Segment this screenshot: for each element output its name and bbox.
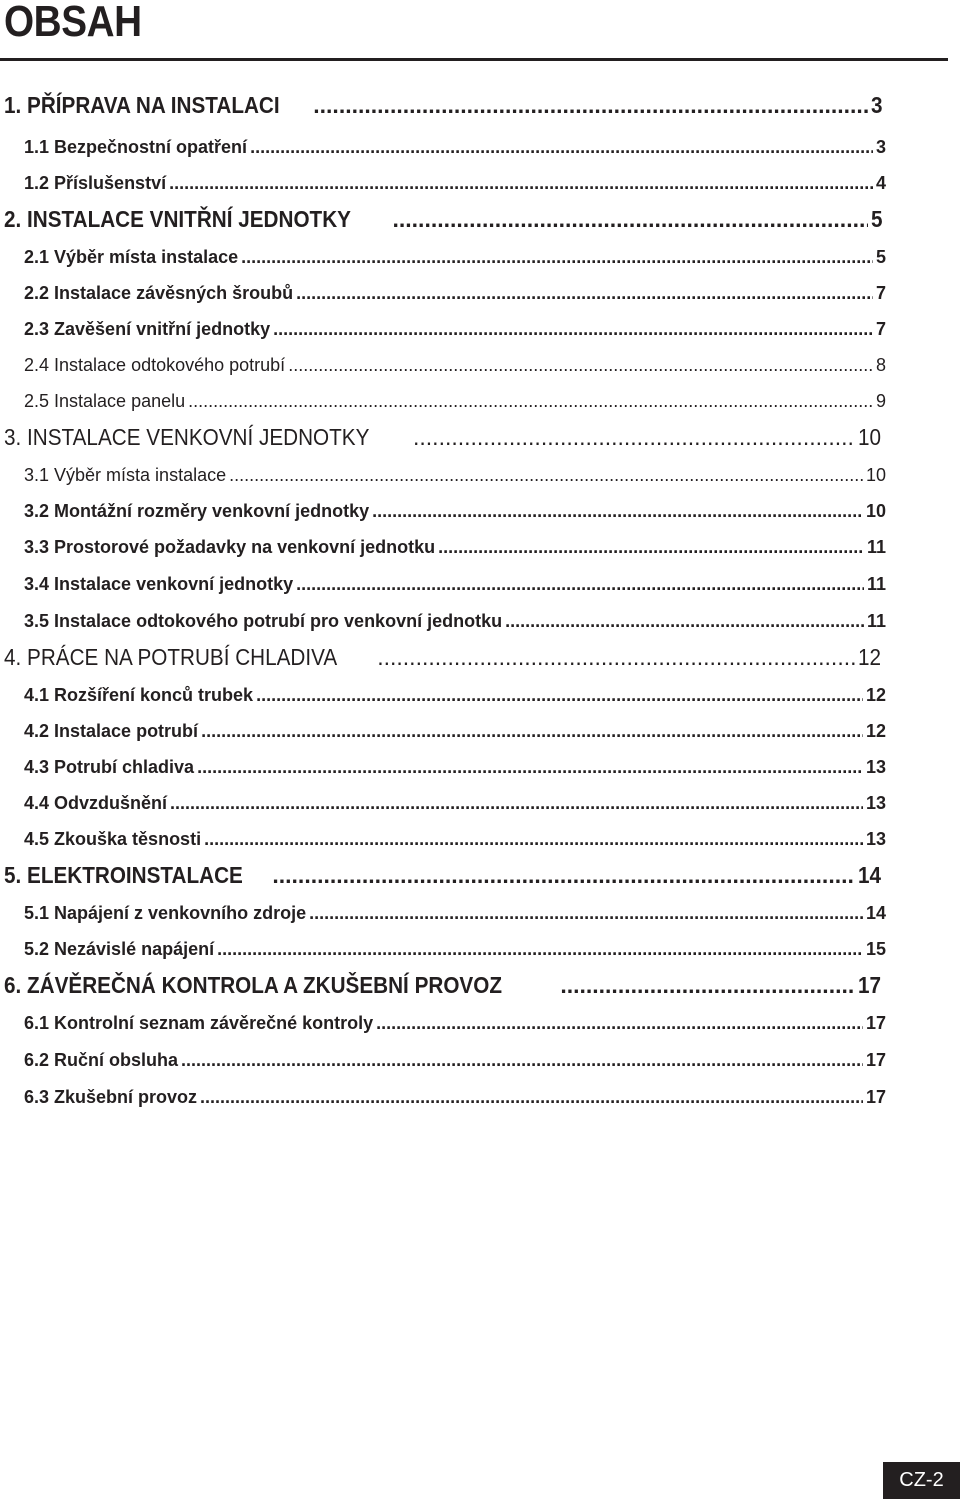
toc-entry-label: 3.1 Výběr místa instalace xyxy=(24,465,227,485)
dot-leader xyxy=(217,936,863,962)
toc-entry-page-number: 12 xyxy=(865,721,886,741)
dot-leader xyxy=(393,204,869,234)
toc-entry-label: 6.2 Ruční obsluha xyxy=(24,1050,179,1070)
toc-entry-page-number: 11 xyxy=(866,611,886,631)
toc-entry-label: 2. INSTALACE VNITŘNÍ JEDNOTKY xyxy=(4,206,351,232)
toc-section-entry xyxy=(4,90,884,120)
toc-entry-label: 3.4 Instalace venkovní jednotky xyxy=(24,574,294,594)
dot-leader xyxy=(376,1010,863,1036)
dot-leader xyxy=(413,422,855,452)
dot-leader xyxy=(313,90,868,120)
toc-subsection-entry xyxy=(24,790,886,816)
dot-leader xyxy=(204,826,863,852)
toc-subsection-entry xyxy=(24,388,886,414)
dot-leader xyxy=(560,970,855,1000)
dot-leader xyxy=(169,170,873,196)
toc-section-entry xyxy=(4,422,884,452)
toc-entry-label: 4.5 Zkouška těsnosti xyxy=(24,829,202,849)
toc-entry-page-number: 13 xyxy=(865,829,886,849)
toc-entry-page-number: 5 xyxy=(875,247,886,267)
toc-entry-page-number: 8 xyxy=(875,355,886,375)
toc-section-entry xyxy=(4,970,884,1000)
toc-section-entry xyxy=(4,642,884,672)
toc-entry-page-number: 11 xyxy=(866,537,886,557)
toc-entry-page-number: 4 xyxy=(875,173,886,193)
toc-entry-label: 3.5 Instalace odtokového potrubí pro venkovní jednotku xyxy=(24,611,503,631)
toc-entry-label: 2.1 Výběr místa instalace xyxy=(24,247,239,267)
toc-subsection-entry xyxy=(24,754,886,780)
dot-leader xyxy=(241,244,873,270)
toc-entry-page-number: 3 xyxy=(875,137,886,157)
toc-entry-label: 4.1 Rozšíření konců trubek xyxy=(24,685,254,705)
dot-leader xyxy=(200,1084,863,1110)
toc-entry-page-number: 17 xyxy=(865,1087,886,1107)
toc-entry-page-number: 3 xyxy=(871,92,883,118)
toc-entry-label: 6.1 Kontrolní seznam závěrečné kontroly xyxy=(24,1013,374,1033)
toc-entry-label: 3.2 Montážní rozměry venkovní jednotky xyxy=(24,501,370,521)
toc-subsection-entry xyxy=(24,608,886,634)
toc-entry-page-number: 17 xyxy=(865,1013,886,1033)
toc-subsection-entry xyxy=(24,280,886,306)
dot-leader xyxy=(296,280,873,306)
toc-entry-page-number: 12 xyxy=(858,644,882,670)
toc-subsection-entry xyxy=(24,682,886,708)
toc-entry-label: 5.2 Nezávislé napájení xyxy=(24,939,215,959)
toc-subsection-entry xyxy=(24,1047,886,1073)
dot-leader xyxy=(170,790,863,816)
toc-entry-page-number: 11 xyxy=(866,574,886,594)
toc-subsection-entry xyxy=(24,571,886,597)
toc-entry-label: 2.5 Instalace panelu xyxy=(24,391,186,411)
page-number-badge: CZ-2 xyxy=(883,1462,960,1499)
toc-section-entry xyxy=(4,204,884,234)
toc-subsection-entry xyxy=(24,352,886,378)
toc-subsection-entry xyxy=(24,170,886,196)
toc-entry-page-number: 7 xyxy=(875,319,886,339)
toc-entry-page-number: 5 xyxy=(871,206,883,232)
toc-entry-page-number: 9 xyxy=(875,391,886,411)
dot-leader xyxy=(273,316,873,342)
toc-subsection-entry xyxy=(24,462,886,488)
dot-leader xyxy=(288,352,873,378)
toc-subsection-entry xyxy=(24,316,886,342)
dot-leader xyxy=(256,682,863,708)
toc-entry-label: 4. PRÁCE NA POTRUBÍ CHLADIVA xyxy=(4,644,338,670)
toc-entry-page-number: 14 xyxy=(865,903,886,923)
dot-leader xyxy=(229,462,863,488)
dot-leader xyxy=(377,642,855,672)
toc-entry-page-number: 10 xyxy=(865,465,886,485)
dot-leader xyxy=(188,388,873,414)
toc-entry-page-number: 17 xyxy=(865,1050,886,1070)
toc-entry-label: 5. ELEKTROINSTALACE xyxy=(4,862,243,888)
toc-subsection-entry xyxy=(24,244,886,270)
dot-leader xyxy=(296,571,864,597)
dot-leader xyxy=(438,534,864,560)
toc-entry-label: 6.3 Zkušební provoz xyxy=(24,1087,198,1107)
toc-entry-page-number: 15 xyxy=(865,939,886,959)
toc-subsection-entry xyxy=(24,826,886,852)
dot-leader xyxy=(272,860,855,890)
toc-entry-page-number: 12 xyxy=(865,685,886,705)
toc-entry-page-number: 14 xyxy=(858,862,882,888)
toc-subsection-entry xyxy=(24,936,886,962)
toc-subsection-entry xyxy=(24,900,886,926)
title-rule xyxy=(0,58,948,61)
dot-leader xyxy=(197,754,863,780)
dot-leader xyxy=(505,608,864,634)
toc-entry-label: 4.4 Odvzdušnění xyxy=(24,793,168,813)
toc-subsection-entry xyxy=(24,498,886,524)
toc-section-entry xyxy=(4,860,884,890)
toc-entry-label: 4.2 Instalace potrubí xyxy=(24,721,199,741)
toc-entry-page-number: 13 xyxy=(865,793,886,813)
dot-leader xyxy=(372,498,863,524)
dot-leader xyxy=(309,900,863,926)
toc-entry-label: 2.3 Zavěšení vnitřní jednotky xyxy=(24,319,271,339)
toc-entry-label: 6. ZÁVĚREČNÁ KONTROLA A ZKUŠEBNÍ PROVOZ xyxy=(4,972,502,998)
toc-entry-label: 5.1 Napájení z venkovního zdroje xyxy=(24,903,307,923)
toc-entry-page-number: 10 xyxy=(865,501,886,521)
dot-leader xyxy=(181,1047,863,1073)
toc-subsection-entry xyxy=(24,134,886,160)
toc-entry-label: 1.1 Bezpečnostní opatření xyxy=(24,137,248,157)
toc-subsection-entry xyxy=(24,1010,886,1036)
toc-subsection-entry xyxy=(24,718,886,744)
toc-entry-label: 2.2 Instalace závěsných šroubů xyxy=(24,283,294,303)
toc-entry-label: 3. INSTALACE VENKOVNÍ JEDNOTKY xyxy=(4,424,370,450)
toc-entry-label: 1.2 Příslušenství xyxy=(24,173,167,193)
toc-entry-label: 4.3 Potrubí chladiva xyxy=(24,757,195,777)
toc-entry-label: 1. PŘÍPRAVA NA INSTALACI xyxy=(4,92,280,118)
toc-subsection-entry xyxy=(24,1084,886,1110)
toc-entry-page-number: 17 xyxy=(858,972,882,998)
page-title: OBSAH xyxy=(4,0,142,46)
toc-entry-label: 3.3 Prostorové požadavky na venkovní jednotku xyxy=(24,537,436,557)
toc-entry-page-number: 13 xyxy=(865,757,886,777)
dot-leader xyxy=(250,134,873,160)
toc-entry-label: 2.4 Instalace odtokového potrubí xyxy=(24,355,286,375)
toc-entry-page-number: 10 xyxy=(858,424,882,450)
toc-entry-page-number: 7 xyxy=(875,283,886,303)
dot-leader xyxy=(201,718,863,744)
toc-subsection-entry xyxy=(24,534,886,560)
